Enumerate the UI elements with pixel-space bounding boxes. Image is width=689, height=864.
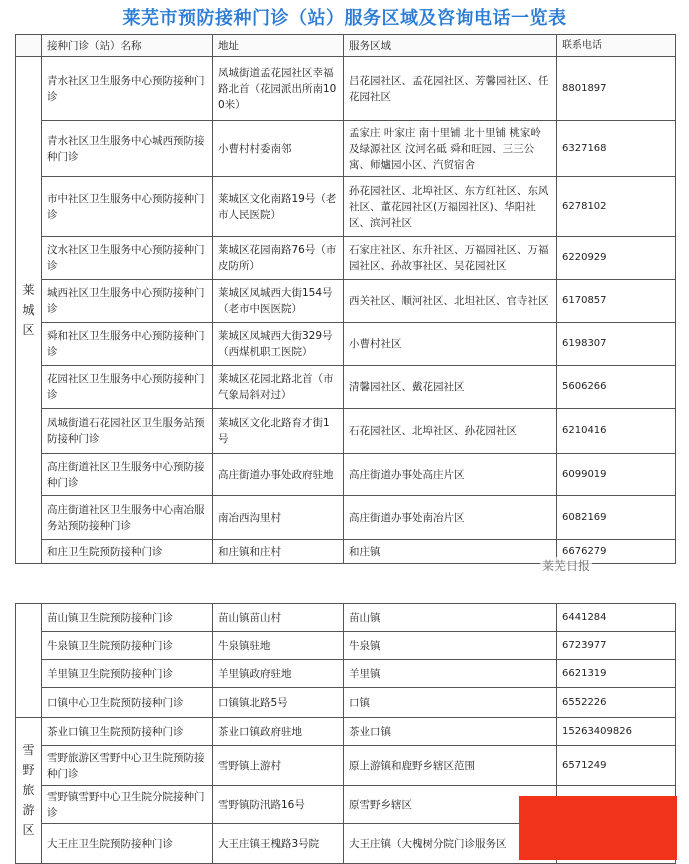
phone-cell: 6676279 <box>557 540 676 564</box>
service-area-cell: 原雪野乡辖区 <box>344 786 557 824</box>
table-row <box>16 409 676 454</box>
region-xueye <box>16 718 42 864</box>
phone-cell: 6278102 <box>557 177 676 237</box>
address-cell: 莱城区文化南路19号（老市人民医院） <box>213 177 344 237</box>
table-row <box>16 366 676 409</box>
clinic-name-cell: 高庄街道社区卫生服务中心南冶服务站预防接种门诊 <box>42 496 213 540</box>
header-area: 服务区域 <box>344 35 557 57</box>
clinic-name-cell: 市中社区卫生服务中心预防接种门诊 <box>42 177 213 237</box>
table-row <box>16 121 676 177</box>
region-blank <box>16 604 42 718</box>
table-header-row <box>16 35 676 57</box>
page-title: 莱芜市预防接种门诊（站）服务区域及咨询电话一览表 <box>122 8 567 29</box>
clinic-name-cell: 苗山镇卫生院预防接种门诊 <box>42 604 213 632</box>
address-cell: 莱城区花园南路76号（市皮防所） <box>213 237 344 280</box>
service-area-cell: 石花园社区、北埠社区、孙花园社区 <box>344 409 557 454</box>
phone-cell: 6082169 <box>557 496 676 540</box>
address-cell: 雪野镇上游村 <box>213 746 344 786</box>
service-area-cell: 高庄街道办事处高庄片区 <box>344 454 557 496</box>
phone-cell: 5606266 <box>557 366 676 409</box>
table-row <box>16 237 676 280</box>
header-address: 地址 <box>213 35 344 57</box>
service-area-cell: 清馨园社区、戴花园社区 <box>344 366 557 409</box>
address-cell: 小曹村村委南邻 <box>213 121 344 177</box>
clinic-name-cell: 青水社区卫生服务中心预防接种门诊 <box>42 57 213 121</box>
service-area-cell: 小曹村社区 <box>344 323 557 366</box>
address-cell: 莱城区凤城西大街154号（老市中医医院） <box>213 280 344 323</box>
address-cell: 口镇镇北路5号 <box>213 688 344 718</box>
clinic-name-cell: 雪野旅游区雪野中心卫生院预防接种门诊 <box>42 746 213 786</box>
phone-cell: 6552226 <box>557 688 676 718</box>
service-area-cell: 苗山镇 <box>344 604 557 632</box>
table-row <box>16 632 676 660</box>
clinic-name-cell: 高庄街道社区卫生服务中心预防接种门诊 <box>42 454 213 496</box>
clinic-name-cell: 汶水社区卫生服务中心预防接种门诊 <box>42 237 213 280</box>
header-name: 接种门诊（站）名称 <box>42 35 213 57</box>
address-cell: 羊里镇政府驻地 <box>213 660 344 688</box>
phone-cell: 6198307 <box>557 323 676 366</box>
clinic-name-cell: 城西社区卫生服务中心预防接种门诊 <box>42 280 213 323</box>
service-area-cell: 羊里镇 <box>344 660 557 688</box>
header-phone: 联系电话 <box>557 35 676 57</box>
clinic-name-cell: 牛泉镇卫生院预防接种门诊 <box>42 632 213 660</box>
service-area-cell: 大王庄镇（大槐树分院门诊服务区 <box>344 824 557 864</box>
service-area-cell: 孙花园社区、北埠社区、东方红社区、东风社区、董花园社区(万福园社区)、华阳社区、滨河社区 <box>344 177 557 237</box>
clinic-name-cell: 和庄卫生院预防接种门诊 <box>42 540 213 564</box>
header-region <box>16 35 42 57</box>
service-area-cell: 西关社区、顺河社区、北坦社区、官寺社区 <box>344 280 557 323</box>
region-laicheng <box>16 57 42 564</box>
clinic-name-cell: 花园社区卫生服务中心预防接种门诊 <box>42 366 213 409</box>
address-cell: 高庄街道办事处政府驻地 <box>213 454 344 496</box>
region-laicheng-label: 莱城区 <box>22 282 35 337</box>
phone-cell: 6441284 <box>557 604 676 632</box>
clinic-name-cell: 凤城街道石花园社区卫生服务站预防接种门诊 <box>42 409 213 454</box>
table-row <box>16 454 676 496</box>
table-row <box>16 323 676 366</box>
phone-cell: 15263409826 <box>557 718 676 746</box>
table-row <box>16 496 676 540</box>
clinic-name-cell: 青水社区卫生服务中心城西预防接种门诊 <box>42 121 213 177</box>
phone-cell: 6220929 <box>557 237 676 280</box>
phone-cell: 6723977 <box>557 632 676 660</box>
address-cell: 牛泉镇驻地 <box>213 632 344 660</box>
phone-cell: 6621319 <box>557 660 676 688</box>
clinic-name-cell: 口镇中心卫生院预防接种门诊 <box>42 688 213 718</box>
service-area-cell: 茶业口镇 <box>344 718 557 746</box>
phone-cell: 6571249 <box>557 746 676 786</box>
address-cell: 凤城街道孟花园社区幸福路北首（花园派出所南100米） <box>213 57 344 121</box>
table-row <box>16 688 676 718</box>
clinic-name-cell: 舜和社区卫生服务中心预防接种门诊 <box>42 323 213 366</box>
clinic-table-laicheng <box>15 34 676 564</box>
table-row <box>16 177 676 237</box>
phone-cell: 8801897 <box>557 57 676 121</box>
address-cell: 苗山镇苗山村 <box>213 604 344 632</box>
region-xueye-label: 雪野旅游区 <box>22 743 35 837</box>
table-gap <box>15 589 661 603</box>
service-area-cell: 口镇 <box>344 688 557 718</box>
address-cell: 莱城区花园北路北首（市气象局斜对过） <box>213 366 344 409</box>
service-area-cell: 石家庄社区、东升社区、万福园社区、万福园社区、孙故事社区、吴花园社区 <box>344 237 557 280</box>
table-row <box>16 718 676 746</box>
service-area-cell: 原上游镇和鹿野乡辖区范围 <box>344 746 557 786</box>
address-cell: 大王庄镇王槐路3号院 <box>213 824 344 864</box>
service-area-cell: 和庄镇 <box>344 540 557 564</box>
service-area-cell: 高庄街道办事处南冶片区 <box>344 496 557 540</box>
phone-cell: 6327168 <box>557 121 676 177</box>
clinic-name-cell: 雪野镇雪野中心卫生院分院接种门诊 <box>42 786 213 824</box>
table-row <box>16 660 676 688</box>
service-area-cell: 牛泉镇 <box>344 632 557 660</box>
red-cover-block <box>519 796 677 860</box>
phone-cell: 6099019 <box>557 454 676 496</box>
table-row <box>16 746 676 786</box>
address-cell: 莱城区文化北路育才街1号 <box>213 409 344 454</box>
phone-cell: 6210416 <box>557 409 676 454</box>
watermark: 莱芜日报 <box>542 559 591 573</box>
address-cell: 雪野镇防汛路16号 <box>213 786 344 824</box>
clinic-name-cell: 茶业口镇卫生院预防接种门诊 <box>42 718 213 746</box>
clinic-name-cell: 羊里镇卫生院预防接种门诊 <box>42 660 213 688</box>
address-cell: 和庄镇和庄村 <box>213 540 344 564</box>
table-row <box>16 280 676 323</box>
address-cell: 南冶西沟里村 <box>213 496 344 540</box>
table-row <box>16 57 676 121</box>
clinic-name-cell: 大王庄卫生院预防接种门诊 <box>42 824 213 864</box>
phone-cell: 6170857 <box>557 280 676 323</box>
service-area-cell: 吕花园社区、孟花园社区、芳馨园社区、任花园社区 <box>344 57 557 121</box>
address-cell: 茶业口镇政府驻地 <box>213 718 344 746</box>
table-row <box>16 604 676 632</box>
address-cell: 莱城区凤城西大街329号（西煤机职工医院） <box>213 323 344 366</box>
service-area-cell: 孟家庄 叶家庄 南十里铺 北十里铺 桃家岭及绿源社区 汶河名砥 舜和旺园、三三公寓、师爐园小区、汽贸宿舍 <box>344 121 557 177</box>
